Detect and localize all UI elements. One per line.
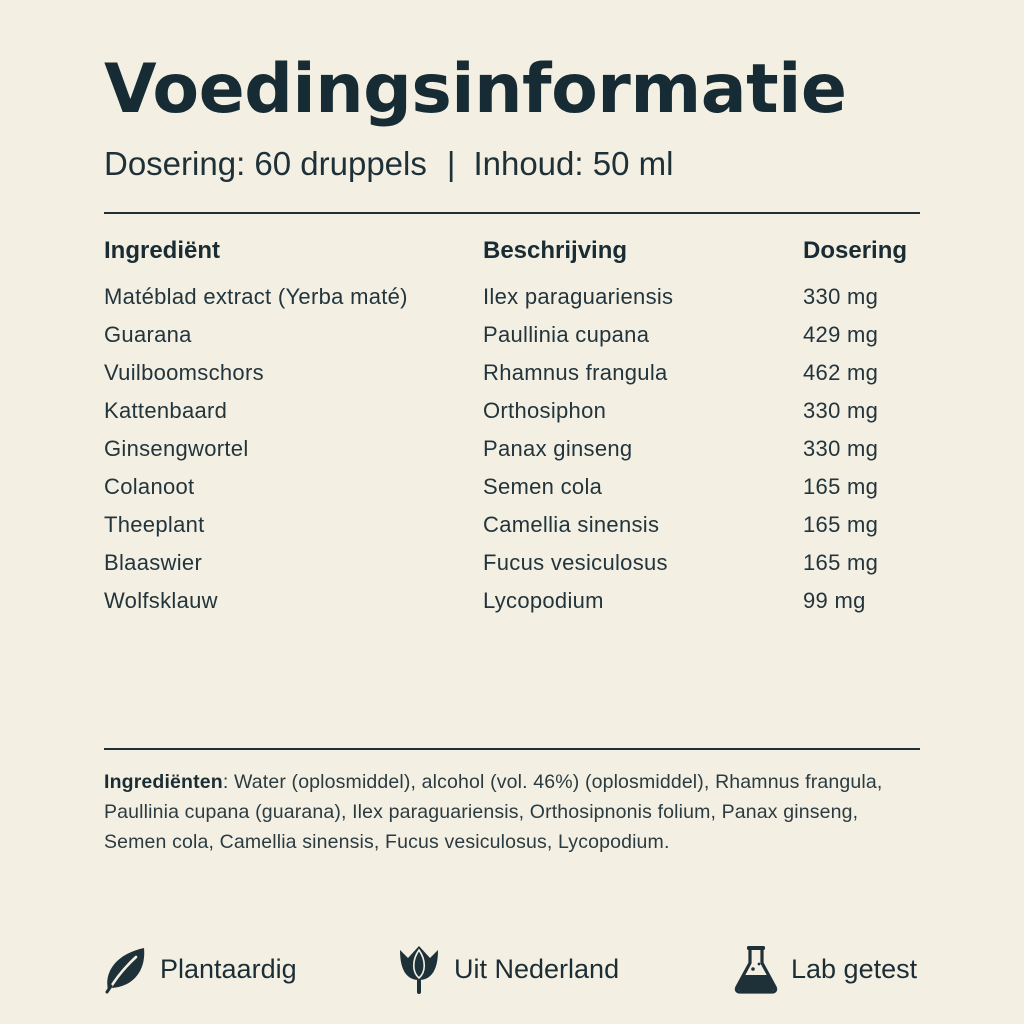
ingredient-cell: Matéblad extract (Yerba maté) — [104, 284, 408, 309]
description-cell: Camellia sinensis — [483, 512, 660, 537]
description-cell: Lycopodium — [483, 588, 604, 613]
ingredient-cell: Ginsengwortel — [104, 436, 249, 461]
dosage-cell: 165 mg — [803, 512, 879, 537]
divider-top — [104, 212, 920, 214]
description-cell: Paullinia cupana — [483, 322, 650, 347]
tulip-icon — [396, 942, 442, 996]
badge-uit-nederland — [396, 942, 619, 996]
badge-label: Plantaardig — [160, 953, 297, 984]
flask-icon — [733, 943, 779, 995]
leaf-icon — [102, 944, 148, 994]
description-cell: Fucus vesiculosus — [483, 550, 668, 575]
header-description: Beschrijving — [483, 237, 628, 264]
ingredients-label: Ingrediënten — [104, 771, 223, 793]
table-row — [104, 396, 944, 434]
badge-label: Lab getest — [791, 953, 918, 984]
ingredient-cell: Blaaswier — [104, 550, 203, 575]
dosage-cell: 462 mg — [803, 360, 879, 385]
page-title: Voedingsinformatie — [104, 50, 847, 129]
ingredient-cell: Vuilboomschors — [104, 360, 264, 385]
divider-bottom — [104, 748, 920, 750]
table-row — [104, 434, 944, 472]
dosage-cell: 99 mg — [803, 588, 866, 613]
header-dosage: Dosering — [803, 237, 908, 264]
content-info: Inhoud: 50 ml — [473, 145, 674, 182]
header-ingredient: Ingrediënt — [104, 237, 221, 264]
subtitle — [104, 144, 673, 184]
description-cell: Orthosiphon — [483, 398, 607, 423]
nutrition-table — [104, 236, 944, 624]
separator: | — [446, 145, 456, 182]
table-row — [104, 320, 944, 358]
table-header — [104, 236, 944, 282]
table-row — [104, 548, 944, 586]
table-row — [104, 586, 944, 624]
ingredients-text: : Water (oplosmiddel), alcohol (vol. 46%) (oplosmiddel), Rhamnus frangula, Paullinia cupana (guarana), Ilex paraguariensis, Orthosipnonis folium, Panax ginseng, Semen cola, Camellia sinensis, Fucus vesiculosus, Lycopodium. — [104, 771, 883, 853]
description-cell: Rhamnus frangula — [483, 360, 668, 385]
dosage-cell: 330 mg — [803, 436, 879, 461]
ingredient-cell: Colanoot — [104, 474, 195, 499]
description-cell: Semen cola — [483, 474, 603, 499]
ingredient-cell: Theeplant — [104, 512, 205, 537]
table-row — [104, 472, 944, 510]
badge-plantaardig — [102, 942, 297, 996]
table-row — [104, 510, 944, 548]
description-cell: Ilex paraguariensis — [483, 284, 674, 309]
table-row — [104, 282, 944, 320]
ingredient-cell: Guarana — [104, 322, 192, 347]
badge-lab-getest — [733, 942, 917, 996]
dosage-cell: 165 mg — [803, 550, 879, 575]
description-cell: Panax ginseng — [483, 436, 633, 461]
dosage-cell: 429 mg — [803, 322, 879, 347]
ingredient-cell: Wolfsklauw — [104, 588, 218, 613]
ingredients-statement — [104, 767, 924, 857]
badge-label: Uit Nederland — [454, 953, 620, 984]
dosage-cell: 165 mg — [803, 474, 879, 499]
ingredient-cell: Kattenbaard — [104, 398, 228, 423]
dosage-cell: 330 mg — [803, 398, 879, 423]
dosage-cell: 330 mg — [803, 284, 879, 309]
dosage-info: Dosering: 60 druppels — [104, 145, 427, 182]
table-row — [104, 358, 944, 396]
